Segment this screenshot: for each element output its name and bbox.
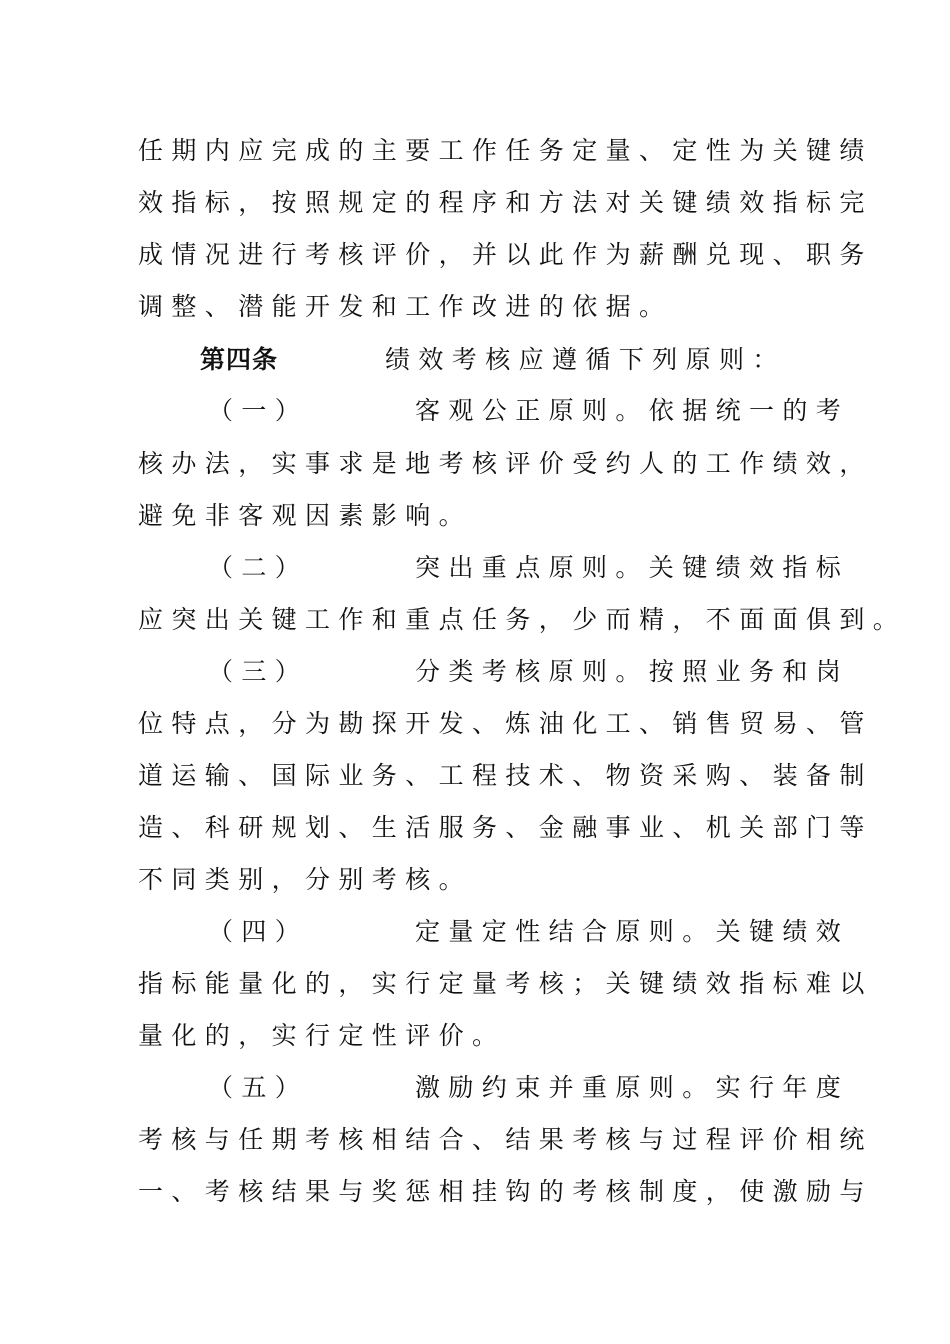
item-5-first-line: 激励约束并重原则。实行年度 — [415, 1073, 850, 1102]
item-3-line-2: 位特点，分为勘探开发、炼油化工、销售贸易、管 — [138, 709, 873, 738]
item-3-line-4: 造、科研规划、生活服务、金融事业、机关部门等 — [138, 813, 873, 842]
item-4-number: （四） — [208, 917, 309, 946]
article-heading: 第四条 — [200, 345, 279, 374]
intro-line-2: 效指标，按照规定的程序和方法对关键绩效指标完 — [138, 188, 873, 217]
item-4-line-3: 量化的，实行定性评价。 — [138, 1021, 506, 1050]
item-4-line-2: 指标能量化的，实行定量考核；关键绩效指标难以 — [138, 969, 873, 998]
intro-line-4: 调整、潜能开发和工作改进的依据。 — [138, 292, 673, 321]
item-5-line-2: 考核与任期考核相结合、结果考核与过程评价相统 — [138, 1125, 873, 1154]
item-3-first-line: 分类考核原则。按照业务和岗 — [415, 657, 850, 686]
item-2-line-2: 应突出关键工作和重点任务，少而精，不面面俱到。 — [138, 605, 907, 634]
item-1-number: （一） — [208, 396, 309, 425]
item-2-number: （二） — [208, 553, 309, 582]
item-4-first-line: 定量定性结合原则。关键绩效 — [415, 917, 850, 946]
item-1-first-line: 客观公正原则。依据统一的考 — [415, 396, 850, 425]
item-2-first-line: 突出重点原则。关键绩效指标 — [415, 553, 850, 582]
item-1-line-3: 避免非客观因素影响。 — [138, 501, 473, 530]
item-5-number: （五） — [208, 1073, 309, 1102]
item-3-number: （三） — [208, 657, 309, 686]
item-1-line-2: 核办法，实事求是地考核评价受约人的工作绩效， — [138, 449, 873, 478]
intro-line-1: 任期内应完成的主要工作任务定量、定性为关键绩 — [138, 136, 873, 165]
intro-line-3: 成情况进行考核评价，并以此作为薪酬兑现、职务 — [138, 240, 873, 269]
item-5-line-3: 一、考核结果与奖惩相挂钩的考核制度，使激励与 — [138, 1177, 873, 1206]
item-3-line-3: 道运输、国际业务、工程技术、物资采购、装备制 — [138, 761, 873, 790]
article-text: 绩效考核应遵循下列原则： — [385, 345, 786, 374]
item-3-line-5: 不同类别，分别考核。 — [138, 865, 473, 894]
